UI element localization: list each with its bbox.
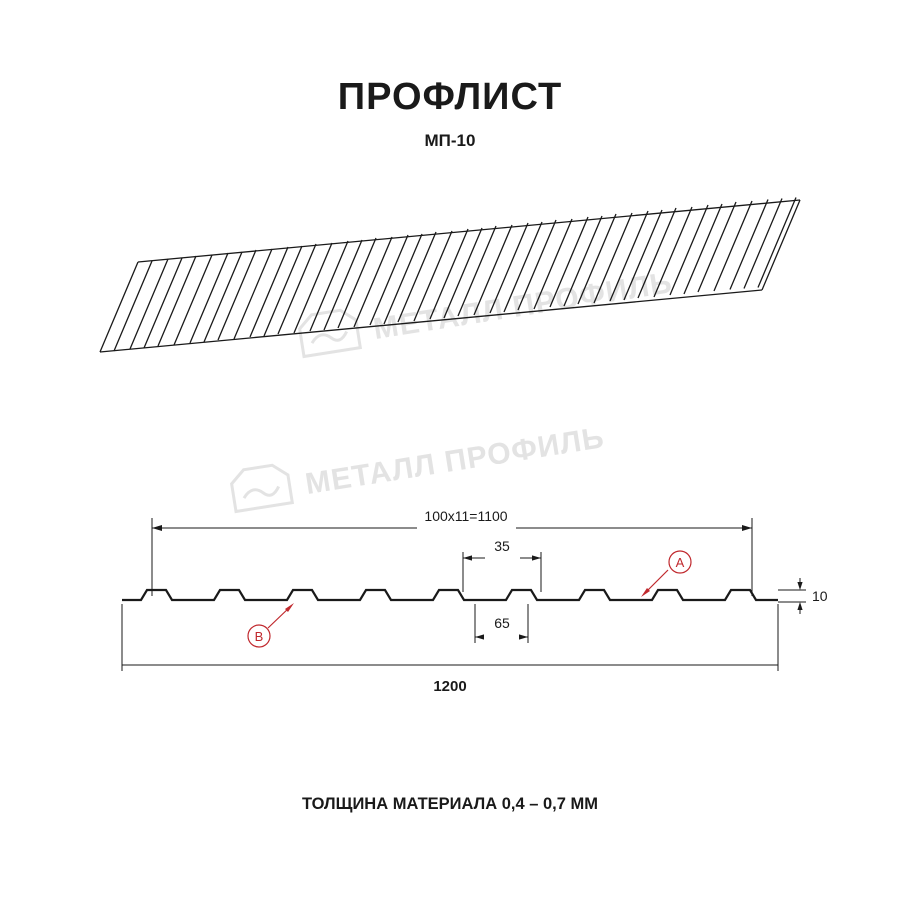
dimension-overall-width-label: 1200 bbox=[433, 678, 467, 695]
dimension-rib-base-label: 65 bbox=[494, 615, 510, 631]
callout-b bbox=[248, 603, 294, 647]
callout-a-label: A bbox=[675, 555, 685, 570]
cross-section-view bbox=[122, 508, 828, 695]
dimension-height bbox=[778, 578, 806, 614]
watermark-upper bbox=[298, 258, 675, 357]
page-title: ПРОФЛИСТ bbox=[337, 76, 563, 118]
dimension-overall-width bbox=[122, 604, 778, 671]
watermark-text-2: МЕТАЛЛ ПРОФИЛЬ bbox=[303, 421, 607, 502]
dimension-rib-top-width bbox=[463, 552, 541, 592]
callout-b-label: B bbox=[254, 629, 264, 644]
dimension-height-label: 10 bbox=[812, 588, 828, 604]
watermark-text: МЕТАЛЛ ПРОФИЛЬ bbox=[371, 266, 675, 347]
watermark-lower bbox=[230, 413, 607, 512]
watermark-logo-icon-2 bbox=[230, 463, 293, 511]
product-model-label: МП-10 bbox=[424, 131, 476, 150]
dimension-rib-top-label: 35 bbox=[494, 538, 510, 554]
material-thickness-note: ТОЛЩИНА МАТЕРИАЛА 0,4 – 0,7 ММ bbox=[301, 795, 599, 813]
dimension-total-span-label: 100x11=1100 bbox=[424, 508, 508, 524]
profile-outline bbox=[122, 590, 778, 600]
dimension-total-span bbox=[152, 518, 752, 596]
